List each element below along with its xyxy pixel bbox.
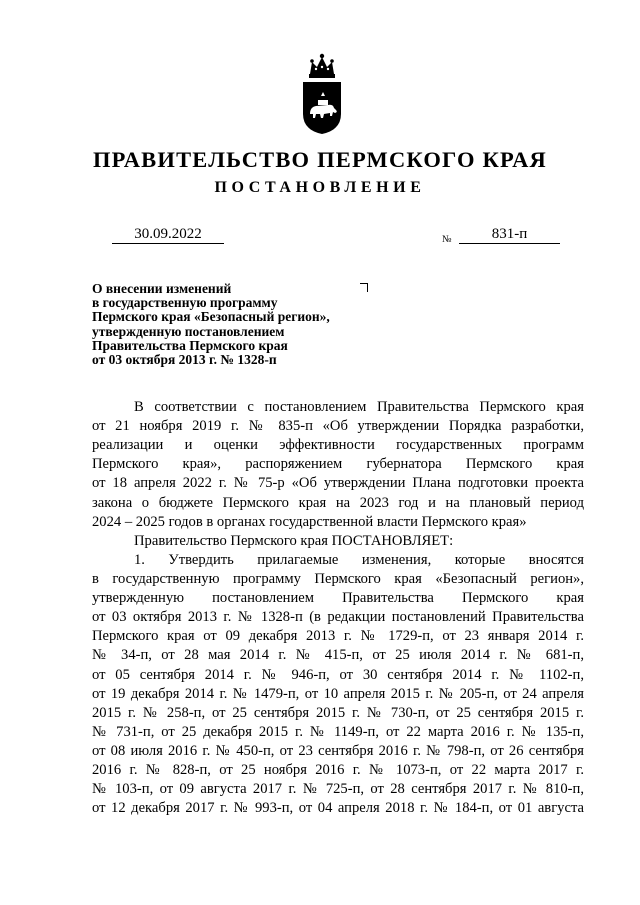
document-title xyxy=(92,282,392,367)
number-label: № xyxy=(442,234,452,245)
title-line: в государственную программу xyxy=(92,295,278,311)
body-line: реализации и оценки эффективности государственных программ xyxy=(92,437,584,454)
coat-of-arms-icon xyxy=(298,52,346,136)
document-date: 30.09.2022 xyxy=(112,226,224,244)
body-line: от 21 ноября 2019 г. № 835-п «Об утверждении Порядка разработки, xyxy=(92,418,584,435)
body-line: № 34-п, от 28 мая 2014 г. № 415-п, от 25 июля 2014 г. № 681-п, xyxy=(92,647,584,664)
government-heading: ПРАВИТЕЛЬСТВО ПЕРМСКОГО КРАЯ xyxy=(92,147,548,172)
body-line: 2024 – 2025 годов в органах государственной власти Пермского края» xyxy=(92,513,527,530)
title-line: от 03 октября 2013 г. № 1328-п xyxy=(92,352,277,368)
title-line: Правительства Пермского края xyxy=(92,337,288,353)
body-line: от 05 сентября 2014 г. № 946-п, от 30 сентября 2014 г. № 1102-п, xyxy=(92,666,584,683)
body-line: от 18 апреля 2022 г. № 75-р «Об утверждении Плана подготовки проекта xyxy=(92,475,584,492)
body-line: от 12 декабря 2017 г. № 993-п, от 04 апреля 2018 г. № 184-п, от 01 августа xyxy=(92,800,584,817)
body-line: в государственную программу Пермского края «Безопасный регион», xyxy=(92,570,584,587)
body-line: В соответствии с постановлением Правительства Пермского края xyxy=(134,399,584,415)
body-line: Пермского края», распоряжением губернатора Пермского края xyxy=(92,456,584,473)
title-line: Пермского края «Безопасный регион», xyxy=(92,309,330,325)
body-line: от 19 декабря 2014 г. № 1479-п, от 10 апреля 2015 г. № 205-п, от 24 апреля xyxy=(92,685,584,702)
document-number: 831-п xyxy=(459,226,560,244)
body-line: № 731-п, от 25 декабря 2015 г. № 1149-п, от 22 марта 2016 г. № 135-п, xyxy=(92,723,584,740)
body-line: Правительство Пермского края ПОСТАНОВЛЯЕТ: xyxy=(134,532,454,549)
body-line: утвержденную постановлением Правительства Пермского края xyxy=(92,590,584,607)
body-line: Пермского края от 09 декабря 2013 г. № 1729-п, от 23 января 2014 г. xyxy=(92,628,584,645)
title-line: утвержденную постановлением xyxy=(92,323,285,339)
document-body xyxy=(92,398,584,818)
body-line: закона о бюджете Пермского края на 2023 год и на плановый период xyxy=(92,494,584,511)
body-line: 2016 г. № 828-п, от 25 ноября 2016 г. № 1073-п, от 22 марта 2017 г. xyxy=(92,762,584,779)
title-line: О внесении изменений xyxy=(92,281,232,296)
body-line: № 103-п, от 09 августа 2017 г. № 725-п, от 28 сентября 2017 г. № 810-п, xyxy=(92,781,584,798)
document-type-heading: ПОСТАНОВЛЕНИЕ xyxy=(214,179,426,196)
body-line: от 03 октября 2013 г. № 1328-п (в редакции постановлений Правительства xyxy=(92,609,584,626)
body-line: 1. Утвердить прилагаемые изменения, которые вносятся xyxy=(134,551,584,568)
body-line: 2015 г. № 258-п, от 25 сентября 2015 г. № 730-п, от 25 сентября 2015 г. xyxy=(92,704,584,721)
body-line: от 08 июля 2016 г. № 450-п, от 23 сентября 2016 г. № 798-п, от 26 сентября xyxy=(92,742,584,759)
